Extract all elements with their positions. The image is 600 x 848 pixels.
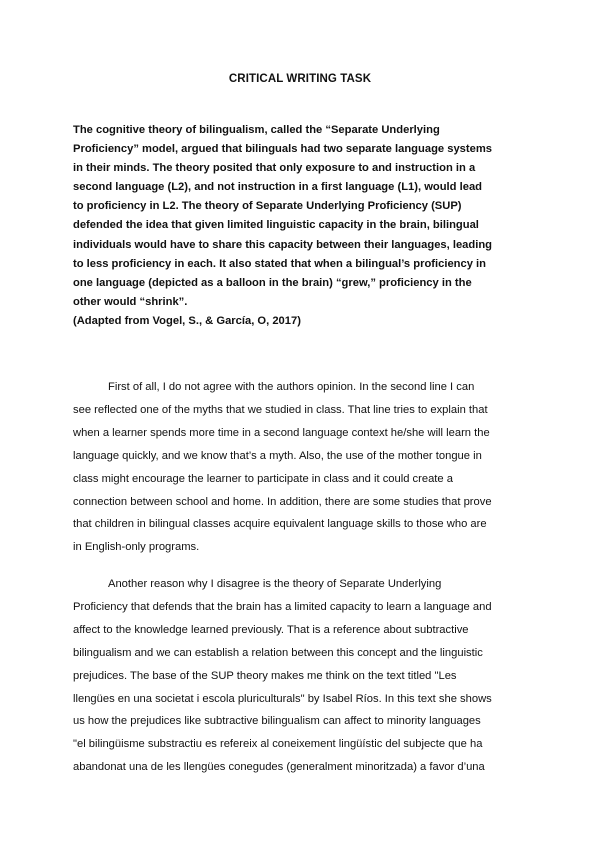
paragraph-line: Proficiency that defends that the brain has a limited capacity to learn a language and — [73, 600, 492, 613]
quote-line: to proficiency in L2. The theory of Separate Underlying Proficiency (SUP) — [73, 200, 462, 213]
paragraph-line: prejudices. The base of the SUP theory makes me think on the text titled "Les — [73, 669, 457, 682]
quote-line: The cognitive theory of bilingualism, called the “Separate Underlying — [73, 124, 440, 136]
paragraph-line: see reflected one of the myths that we studied in class. That line tries to explain that — [73, 403, 488, 416]
quoted-passage — [73, 121, 533, 331]
quote-line: second language (L2), and not instruction in a first language (L1), would lead — [73, 181, 482, 194]
paragraph-1 — [73, 376, 533, 559]
paragraph-line: Another reason why I disagree is the theory of Separate Underlying — [108, 578, 442, 590]
paragraph-line: us how the prejudices like subtractive bilingualism can affect to minority languages — [73, 715, 481, 728]
quote-line: individuals would have to share this capacity between their languages, leading — [73, 238, 493, 251]
quote-line: in their minds. The theory posited that only exposure to and instruction in a — [73, 162, 476, 175]
quote-line: other would “shrink”. — [73, 295, 188, 308]
quote-source: (Adapted from Vogel, S., & García, O, 2017) — [73, 314, 301, 327]
paragraph-line: affect to the knowledge learned previously. That is a reference about subtractive — [73, 623, 469, 636]
quote-line: defended the idea that given limited linguistic capacity in the brain, bilingual — [73, 219, 479, 232]
quote-line: Proficiency” model, argued that bilinguals had two separate language systems — [73, 143, 493, 156]
paragraph-line: llengües en una societat i escola pluriculturals" by Isabel Ríos. In this text she shows — [73, 692, 492, 705]
page-title: CRITICAL WRITING TASK — [228, 73, 372, 85]
paragraph-line: First of all, I do not agree with the authors opinion. In the second line I can — [108, 381, 475, 393]
paragraph-line: abandonat una de les llengües conegudes (generalment minoritzada) a favor d’una — [73, 761, 485, 774]
paragraph-line: connection between school and home. In addition, there are some studies that prove — [73, 495, 492, 508]
paragraph-line: that children in bilingual classes acquire equivalent language skills to those who are — [73, 518, 487, 531]
paragraph-line: class might encourage the learner to participate in class and it could create a — [73, 472, 453, 485]
quote-line: to less proficiency in each. It also stated that when a bilingual’s proficiency in — [73, 257, 486, 270]
paragraph-line: when a learner spends more time in a second language context he/she will learn the — [73, 426, 490, 439]
paragraph-line: bilingualism and we can establish a relation between this concept and the linguistic — [73, 646, 483, 659]
paragraph-2 — [73, 573, 533, 779]
quote-line: one language (depicted as a balloon in the brain) “grew,” proficiency in the — [73, 276, 472, 289]
paragraph-line: language quickly, and we know that’s a myth. Also, the use of the mother tongue in — [73, 449, 482, 462]
paragraph-line: in English-only programs. — [73, 541, 200, 554]
paragraph-line: "el bilingüisme substractiu es refereix al coneixement lingüístic del subjecte que ha — [73, 738, 483, 751]
